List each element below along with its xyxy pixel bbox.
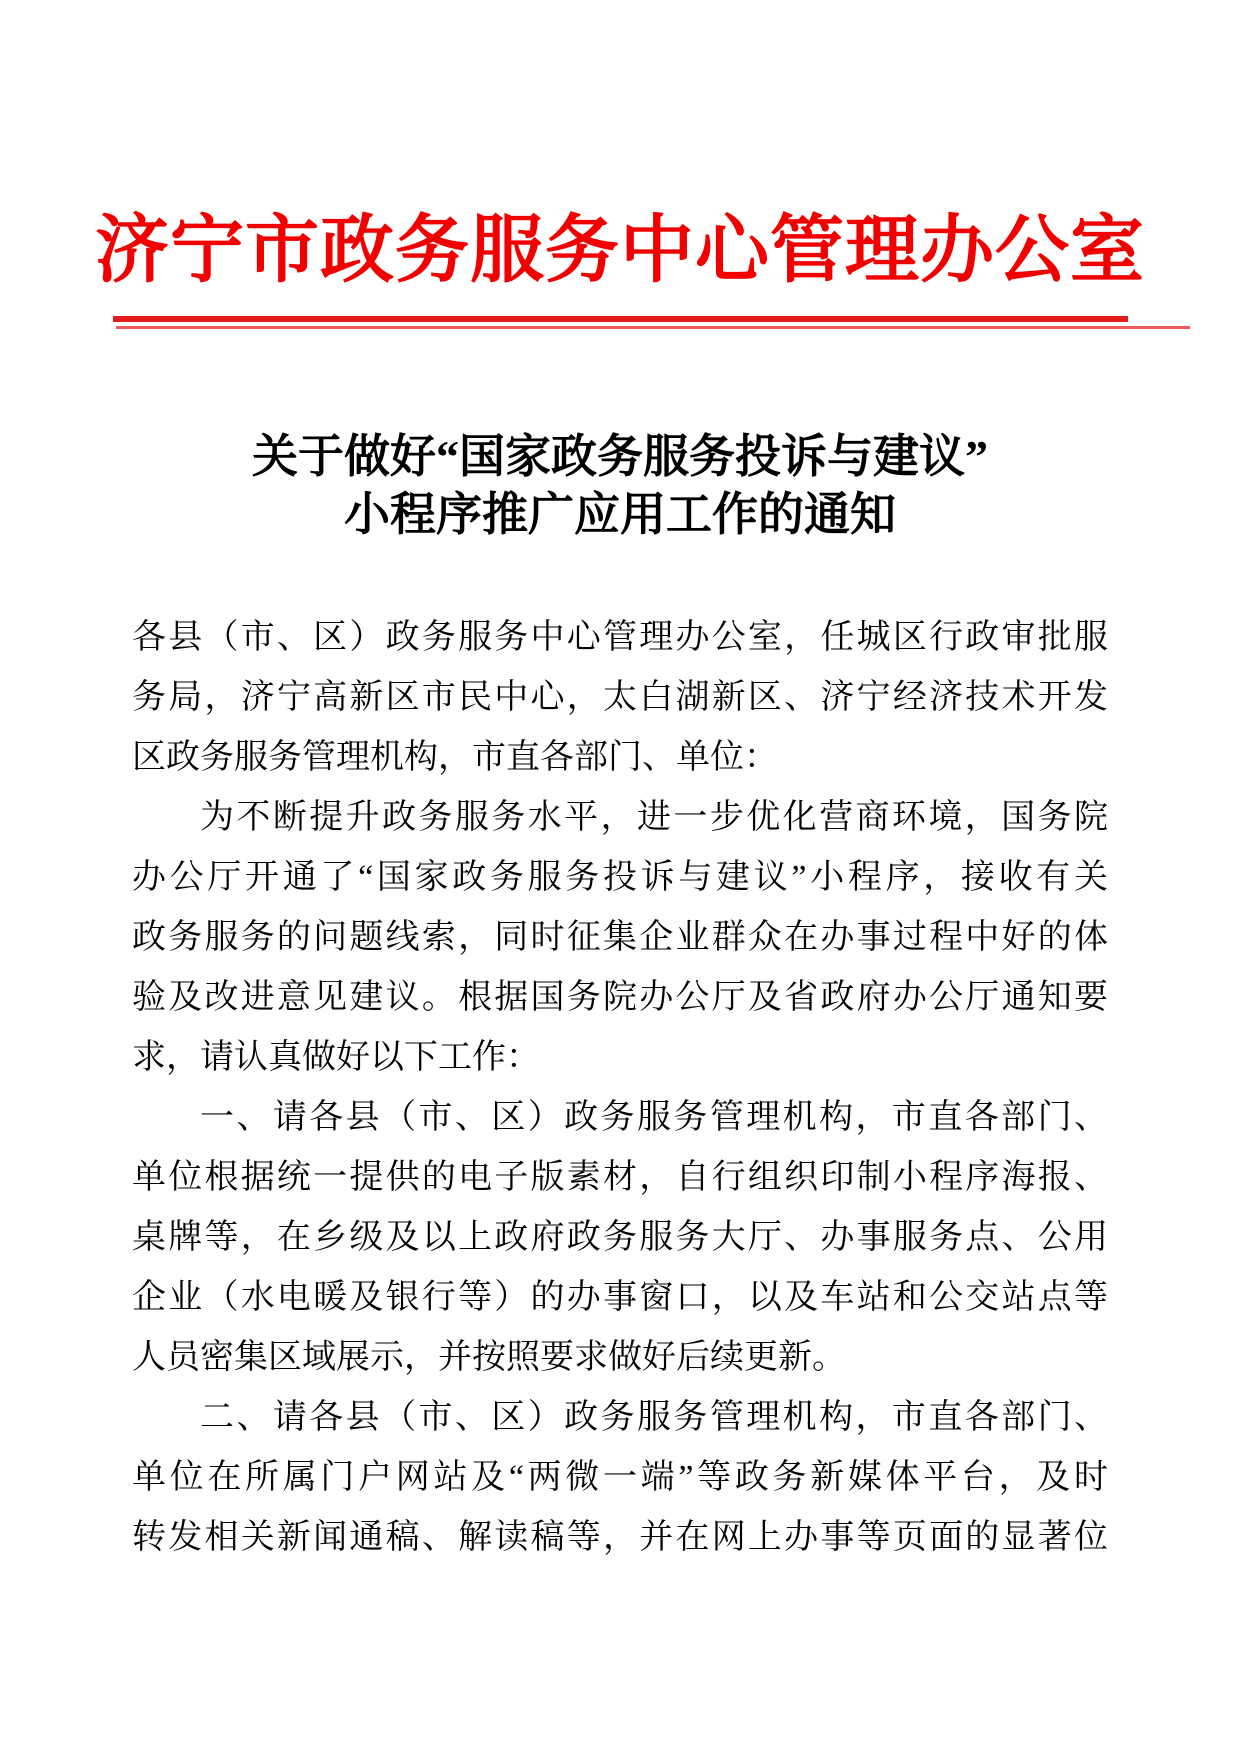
body-line: 各县（市、区）政务服务中心管理办公室，任城区行政审批服 — [132, 619, 1108, 656]
body-line: 桌牌等，在乡级及以上政府政务服务大厅、办事服务点、公用 — [132, 1219, 1108, 1256]
body-line: 单位在所属门户网站及“两微一端”等政务新媒体平台，及时 — [132, 1459, 1108, 1496]
body-line: 人员密集区域展示，并按照要求做好后续更新。 — [132, 1339, 846, 1376]
body-line: 办公厅开通了“国家政务服务投诉与建议”小程序，接收有关 — [132, 859, 1108, 896]
document-title-line-1: 关于做好“国家政务服务投诉与建议” — [252, 431, 988, 482]
body-line: 转发相关新闻通稿、解读稿等，并在网上办事等页面的显著位 — [132, 1519, 1108, 1556]
body-paragraph-item-2 — [132, 1388, 1108, 1568]
document-title-line-2: 小程序推广应用工作的通知 — [344, 489, 896, 540]
body-line: 一、请各县（市、区）政务服务管理机构，市直各部门、 — [200, 1099, 1108, 1136]
body-line: 区政务服务管理机构，市直各部门、单位： — [132, 739, 778, 776]
body-line: 验及改进意见建议。根据国务院办公厅及省政府办公厅通知要 — [132, 979, 1108, 1016]
body-line: 务局，济宁高新区市民中心，太白湖新区、济宁经济技术开发 — [132, 679, 1108, 716]
body-paragraph-intro — [132, 788, 1108, 1088]
letterhead-rule-thick — [113, 316, 1128, 322]
document-title — [0, 428, 1240, 544]
body-line: 为不断提升政务服务水平，进一步优化营商环境，国务院 — [200, 799, 1108, 836]
body-line: 二、请各县（市、区）政务服务管理机构，市直各部门、 — [200, 1399, 1108, 1436]
body-line: 政务服务的问题线索，同时征集企业群众在办事过程中好的体 — [132, 919, 1108, 956]
body-line: 求，请认真做好以下工作： — [132, 1039, 540, 1076]
document-body — [132, 608, 1108, 1568]
body-paragraph-salutation — [132, 608, 1108, 788]
body-paragraph-item-1 — [132, 1088, 1108, 1388]
letterhead-org-name: 济宁市政务服务中心管理办公室 — [95, 210, 1145, 292]
body-line: 企业（水电暖及银行等）的办事窗口，以及车站和公交站点等 — [132, 1279, 1108, 1316]
body-line: 单位根据统一提供的电子版素材，自行组织印制小程序海报、 — [132, 1159, 1108, 1196]
letterhead-rule-thin — [116, 326, 1190, 329]
